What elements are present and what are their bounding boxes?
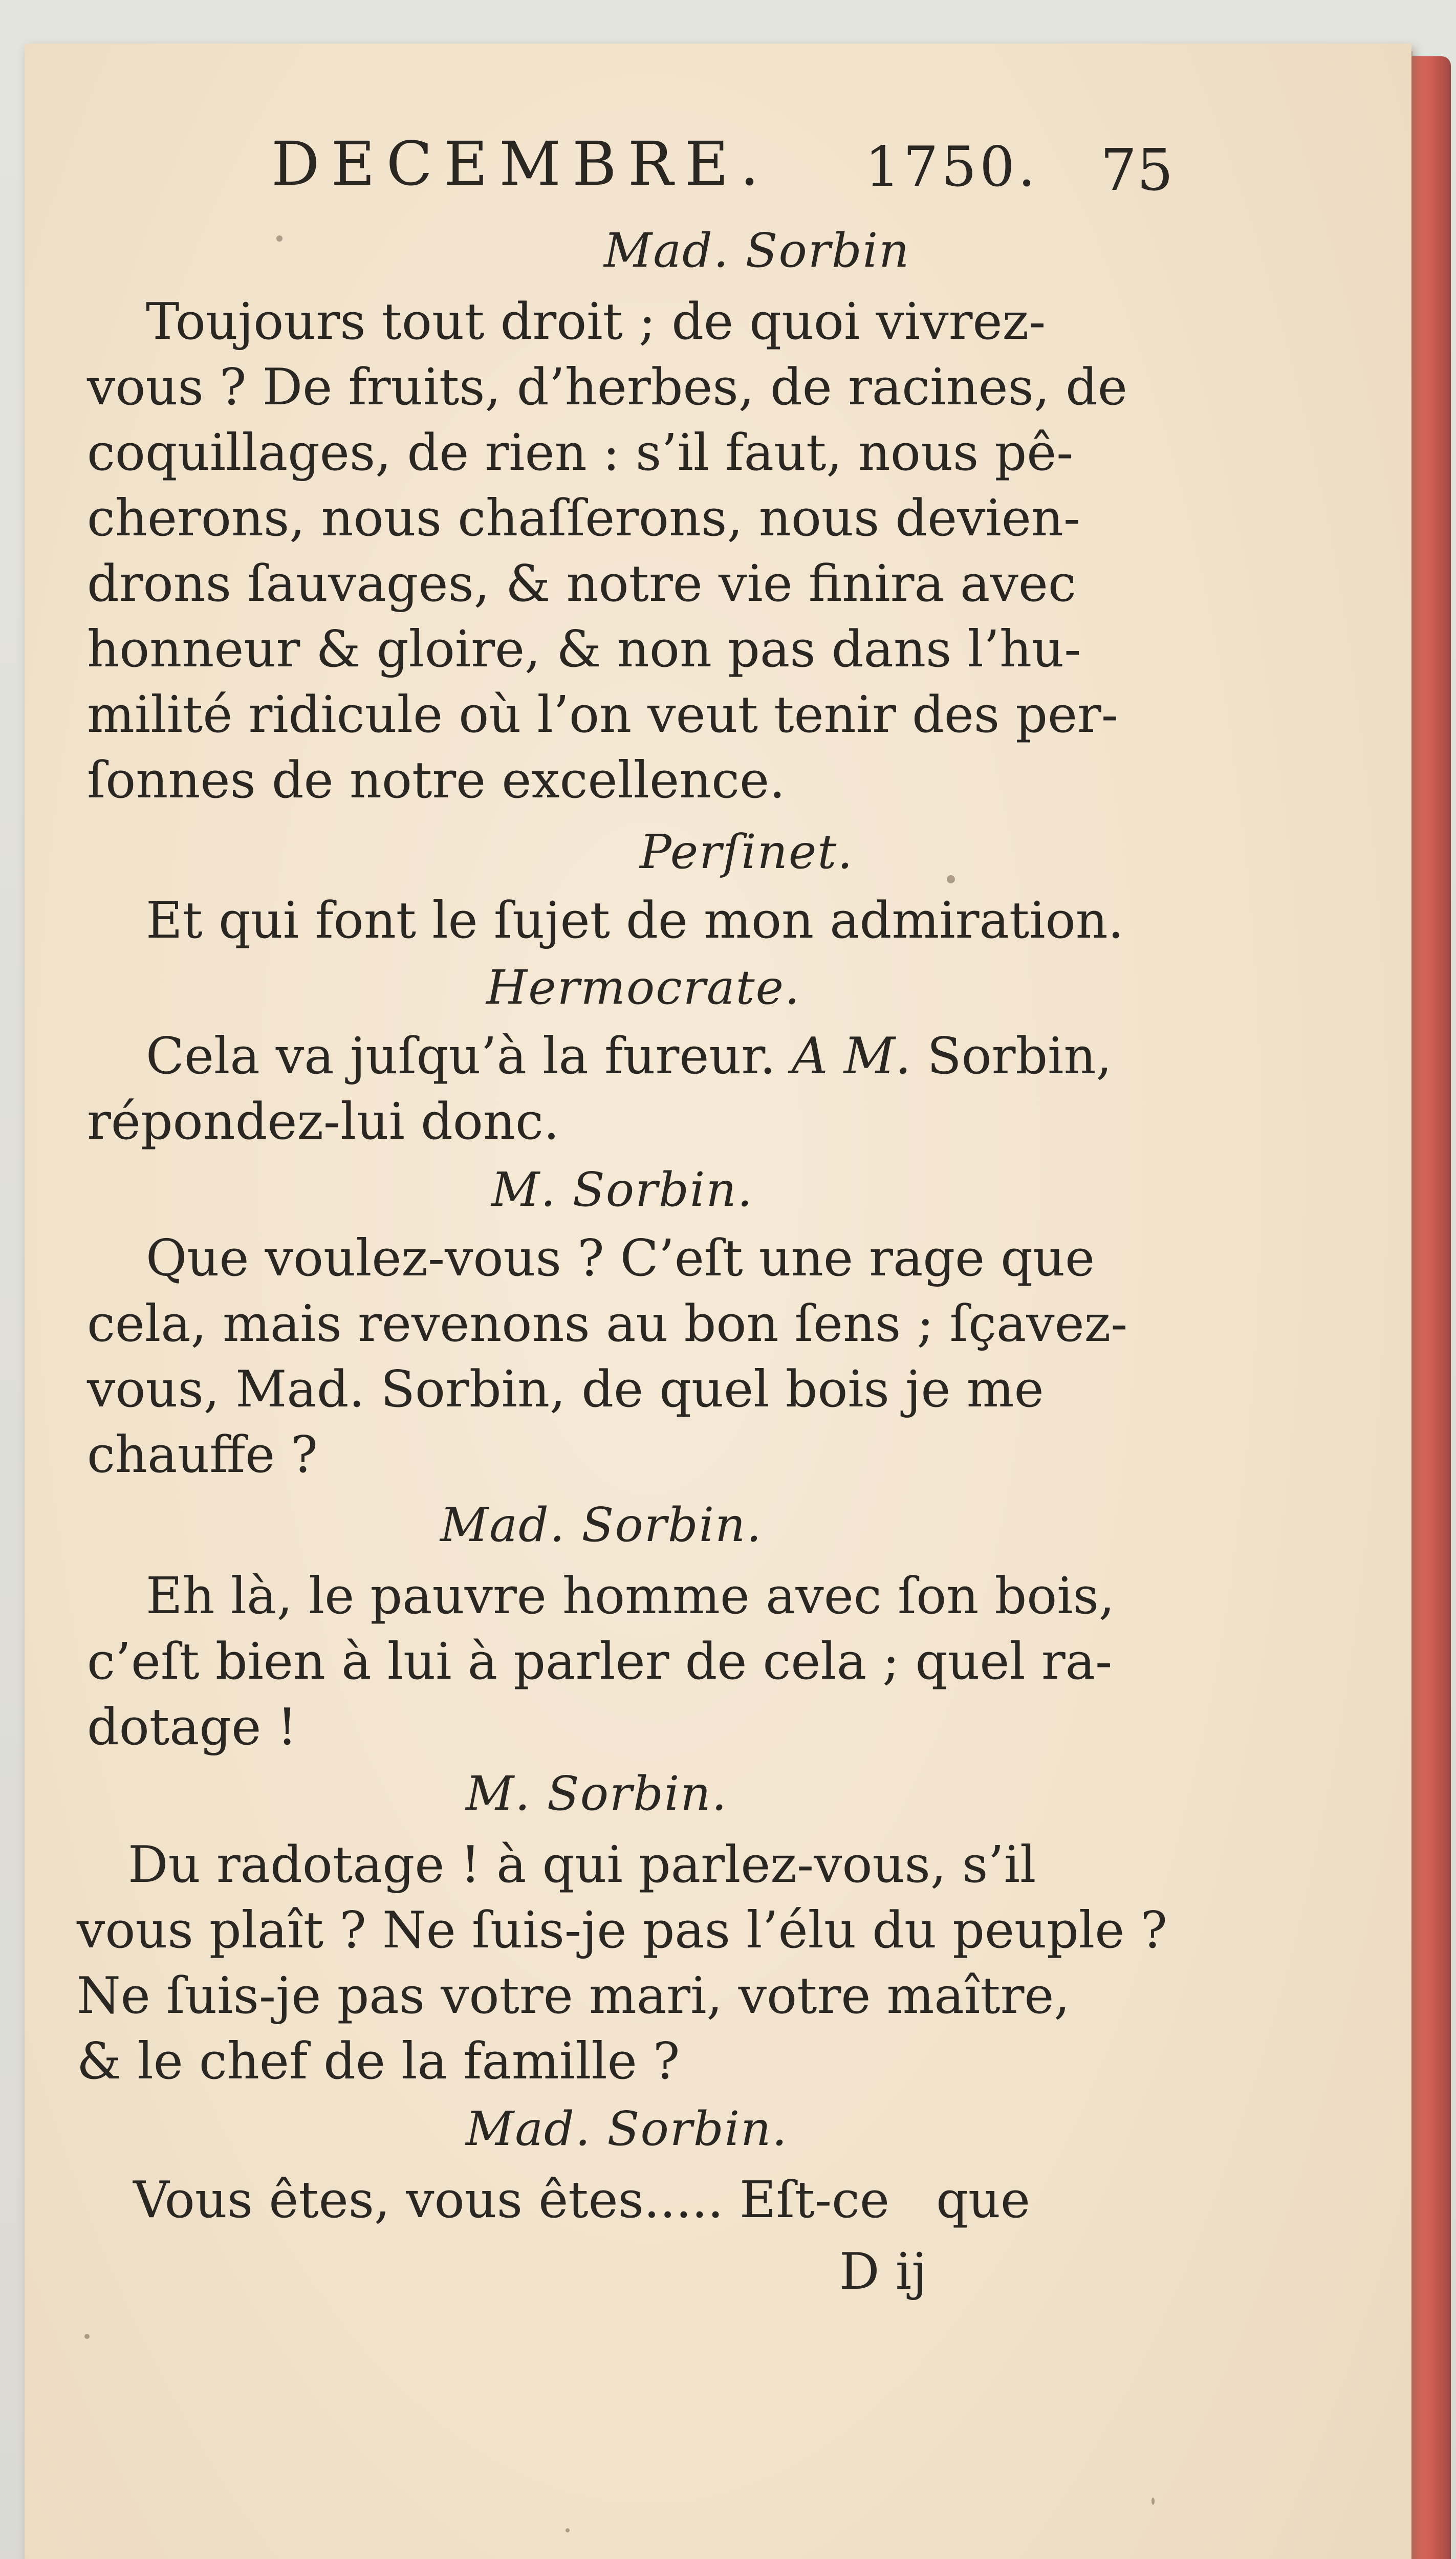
header-month: DECEMBRE. [271, 128, 771, 199]
text-line: Du radotage ! à qui parlez-vous, s’il [128, 1836, 1036, 1894]
text-line: dotage ! [87, 1698, 297, 1756]
text-line: chauffe ? [87, 1426, 318, 1484]
speck [84, 2334, 90, 2339]
text-line: Que voulez-vous ? C’eſt une rage que [146, 1229, 1095, 1288]
speaker-heading: M. Sorbin. [466, 1766, 728, 1821]
speaker-heading: Mad. Sorbin [604, 223, 910, 278]
text-line: Et qui font le ſujet de mon admiration. [146, 892, 1124, 950]
text-fragment: Vous êtes, vous êtes..... [133, 2171, 724, 2229]
running-head [0, 0, 1456, 256]
text-line: c’eſt bien à lui à parler de cela ; quel ra- [87, 1633, 1113, 1691]
text-fragment: Cela va juſqu’à la fureur. [146, 1027, 776, 1086]
text-line: honneur & gloire, & non pas dans l’hu- [87, 620, 1081, 679]
speck [947, 875, 955, 883]
speaker-heading: Mad. Sorbin. [466, 2101, 788, 2156]
text-line: cela, mais revenons au bon ſens ; ſçavez- [87, 1295, 1128, 1353]
signature-mark: D ij [839, 2243, 927, 2301]
text-line: vous, Mad. Sorbin, de quel bois je me [87, 1360, 1044, 1419]
text-fragment: Sorbin, [927, 1027, 1112, 1086]
text-line: répondez-lui donc. [87, 1093, 560, 1151]
speck [276, 235, 282, 242]
page-number: 75 [1100, 137, 1174, 204]
speaker-heading: Perſinet. [640, 825, 854, 879]
text-fragment: Eſt-ce [739, 2171, 889, 2229]
text-line: vous plaît ? Ne ſuis-je pas l’élu du peuple ? [77, 1901, 1167, 1960]
text-line: coquillages, de rien : s’il faut, nous pê- [87, 424, 1074, 482]
text-line: Ne ſuis-je pas votre mari, votre maître, [77, 1967, 1070, 2025]
speaker-heading: Hermocrate. [486, 960, 801, 1015]
catchword: que [936, 2171, 1031, 2229]
text-line: Toujours tout droit ; de quoi vivrez- [146, 293, 1046, 351]
red-book-edge [1405, 56, 1451, 2559]
text-line: drons ſauvages, & notre vie finira avec [87, 555, 1076, 613]
text-line: & le chef de la famille ? [77, 2032, 680, 2091]
text-line: ſonnes de notre excellence. [87, 751, 786, 810]
text-line: milité ridicule où l’on veut tenir des per- [87, 686, 1118, 744]
text-line [133, 2167, 1030, 2233]
text-line: Eh là, le pauvre homme avec ſon bois, [146, 1567, 1115, 1625]
speck [1151, 2498, 1155, 2505]
text-line [146, 1024, 1112, 1089]
header-year: 1750. [865, 135, 1039, 199]
speck [566, 2528, 570, 2532]
text-fragment-italic: A M. [791, 1027, 911, 1086]
text-line: vous ? De fruits, d’herbes, de racines, de [87, 358, 1127, 417]
text-line: cherons, nous chaſſerons, nous devien- [87, 489, 1081, 548]
speaker-heading: Mad. Sorbin. [440, 1498, 763, 1552]
speaker-heading: M. Sorbin. [491, 1162, 753, 1217]
